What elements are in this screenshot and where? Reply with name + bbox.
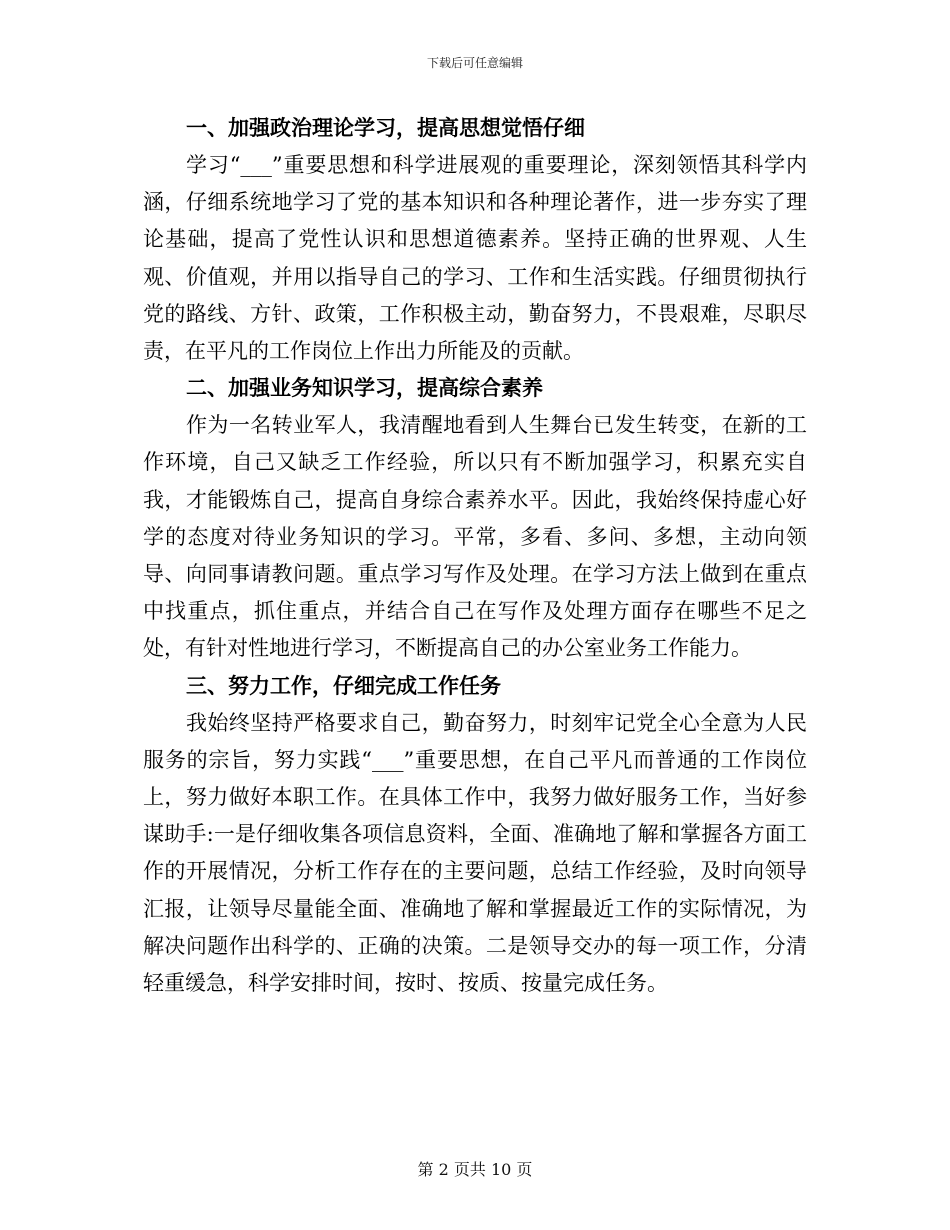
section-heading-3: 三、努力工作，仔细完成工作任务 [186,673,501,698]
page-header: 下载后可任意编辑 [426,56,523,70]
section-heading-1: 一、加强政治理论学习，提高思想觉悟仔细 [186,116,585,140]
section-heading-2: 二、加强业务知识学习，提高综合素养 [186,376,543,401]
section-paragraph-2: 作为一名转业军人，我清醒地看到人生舞台已发生转变，在新的工作环境，自己又缺乏工作经验，所以只有不断加强学习，积累充实自我，才能锻炼自己，提高自身综合素养水平。因此，我始终保持虚心好学的态度对待业务知识的学习。平常，多看、多问、多想，主动向领导、向同事请教问题。重点学习写作及处理。在学习方法上做到在重点中找重点，抓住重点，并结合自己在写作及处理方面存在哪些不足之处，有针对性地进行学习，不断提高自己的办公室业务工作能力。 [143,413,807,661]
section-paragraph-1: 学习“___”重要思想和科学进展观的重要理论，深刻领悟其科学内涵，仔细系统地学习了党的基本知识和各种理论著作，进一步夯实了理论基础，提高了党性认识和思想道德素养。坚持正确的世界观、人生观、价值观，并用以指导自己的学习、工作和生活实践。仔细贯彻执行党的路线、方针、政策，工作积极主动，勤奋努力，不畏艰难，尽职尽责，在平凡的工作岗位上作出力所能及的贡献。 [143,153,807,364]
document-body [143,110,807,1002]
page-footer: 第 2 页共 10 页 [417,1160,533,1179]
section-paragraph-3: 我始终坚持严格要求自己，勤奋努力，时刻牢记党全心全意为人民服务的宗旨，努力实践“___”重要思想，在自己平凡而普通的工作岗位上，努力做好本职工作。在具体工作中，我努力做好服务工作，当好参谋助手:一是仔细收集各项信息资料，全面、准确地了解和掌握各方面工作的开展情况，分析工作存在的主要问题，总结工作经验，及时向领导汇报，让领导尽量能全面、准确地了解和掌握最近工作的实际情况，为解决问题作出科学的、正确的决策。二是领导交办的每一项工作，分清轻重缓急，科学安排时间，按时、按质、按量完成任务。 [143,710,807,996]
